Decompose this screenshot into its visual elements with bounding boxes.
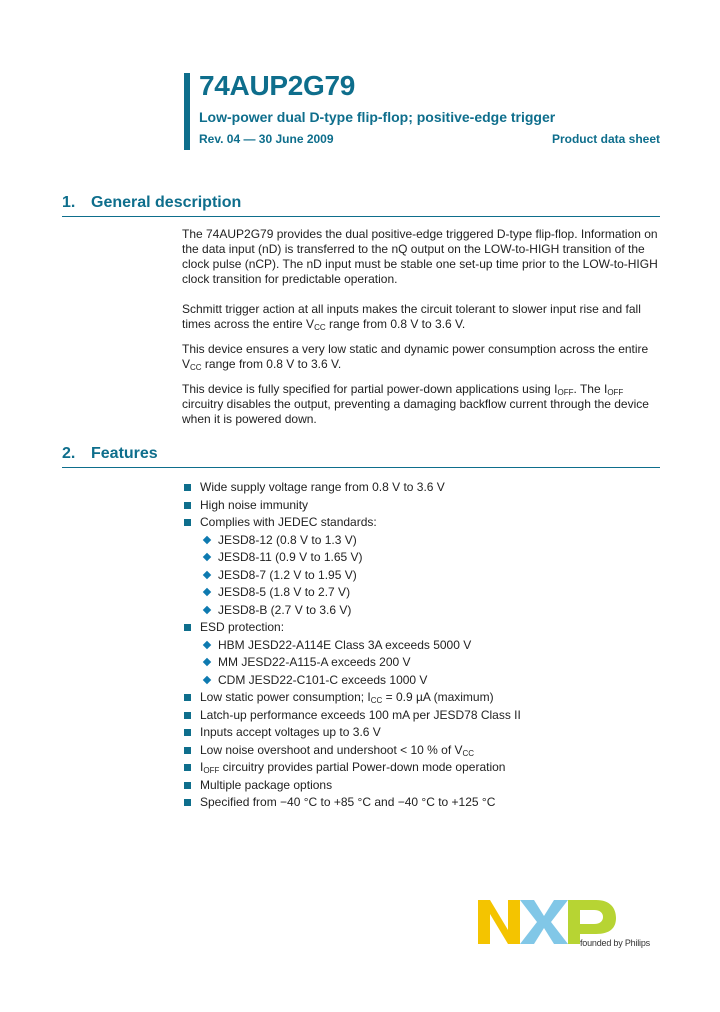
square-bullet-icon [184,747,191,754]
section-heading-general-description [62,194,241,212]
document-type: Product data sheet [551,132,660,146]
list-item: Latch-up performance exceeds 100 mA per JESD78 Class II [184,708,664,726]
section-divider [62,216,660,217]
revision-date: Rev. 04 — 30 June 2009 [199,132,334,146]
list-item: Inputs accept voltages up to 3.6 V [184,725,664,743]
diamond-bullet-icon [203,640,211,648]
square-bullet-icon [184,799,191,806]
square-bullet-icon [184,624,191,631]
square-bullet-icon [184,484,191,491]
sub-list-item: JESD8-11 (0.9 V to 1.65 V) [184,550,664,568]
diamond-bullet-icon [203,553,211,561]
section-heading-features [62,445,158,463]
square-bullet-icon [184,764,191,771]
sub-list-item: JESD8-B (2.7 V to 3.6 V) [184,603,664,621]
logo-tagline: founded by Philips [580,938,650,948]
features-list [184,480,664,813]
list-item: $I_{OFF}$ circuitry provides partial Power-down mode operation [184,760,664,778]
list-item: Complies with JEDEC standards: [184,515,664,533]
list-item: Low static power consumption; $I_{CC} = 0.9$ µA (maximum) [184,690,664,708]
section-number: 2. [62,445,76,462]
sub-list-item: HBM JESD22-A114E Class 3A exceeds 5000 V [184,638,664,656]
diamond-bullet-icon [203,658,211,666]
section-title: General description [91,194,242,211]
sub-list-item: CDM JESD22-C101-C exceeds 1000 V [184,673,664,691]
square-bullet-icon [184,782,191,789]
diamond-bullet-icon [203,570,211,578]
diamond-bullet-icon [203,675,211,683]
list-item: High noise immunity [184,498,664,516]
section-number: 1. [62,194,76,211]
list-item: ESD protection: [184,620,664,638]
sub-list-item: JESD8-7 (1.2 V to 1.95 V) [184,568,664,586]
description-paragraph-4: This device is fully specified for partial power-down applications using $I_{OFF}$. The $I_{OFF}$ circuitry disables the output, preventing a damaging backflow current through the device when it is powered down. [182,382,649,426]
part-number-title: 74AUP2G79 [199,70,356,101]
document-subtitle: Low-power dual D-type flip-flop; positive-edge trigger [199,109,556,125]
section-title: Features [91,445,158,462]
list-item: Wide supply voltage range from 0.8 V to 3.6 V [184,480,664,498]
description-paragraph-1: The 74AUP2G79 provides the dual positive-edge triggered D-type flip-flop. Information on the data input (nD) is transferred to the nQ output on the LOW-to-HIGH transition of the clock pulse (nCP). The nD input must be stable one set-up time prior to the LOW-to-HIGH clock transition for predictable operation. [182,227,658,286]
square-bullet-icon [184,502,191,509]
nxp-logo-x-shape [520,900,568,944]
list-item: Specified from −40 °C to +85 °C and −40 °C to +125 °C [184,795,664,813]
diamond-bullet-icon [203,588,211,596]
square-bullet-icon [184,519,191,526]
sub-list-item: MM JESD22-A115-A exceeds 200 V [184,655,664,673]
header-accent-bar [184,73,190,150]
list-item: Multiple package options [184,778,664,796]
square-bullet-icon [184,712,191,719]
square-bullet-icon [184,694,191,701]
diamond-bullet-icon [203,605,211,613]
section-divider [62,467,660,468]
description-paragraph-3: This device ensures a very low static and dynamic power consumption across the entire $V_{CC}$ range from 0.8 V to 3.6 V. [182,342,649,372]
nxp-logo-n-shape [478,900,520,944]
sub-list-item: JESD8-12 (0.8 V to 1.3 V) [184,533,664,551]
diamond-bullet-icon [203,535,211,543]
square-bullet-icon [184,729,191,736]
description-paragraph-2: Schmitt trigger action at all inputs makes the circuit tolerant to slower input rise and fall times across the entire $V_{CC}$ range from 0.8 V to 3.6 V. [182,302,641,332]
list-item: Low noise overshoot and undershoot < 10 % of $V_{CC}$ [184,743,664,761]
sub-list-item: JESD8-5 (1.8 V to 2.7 V) [184,585,664,603]
